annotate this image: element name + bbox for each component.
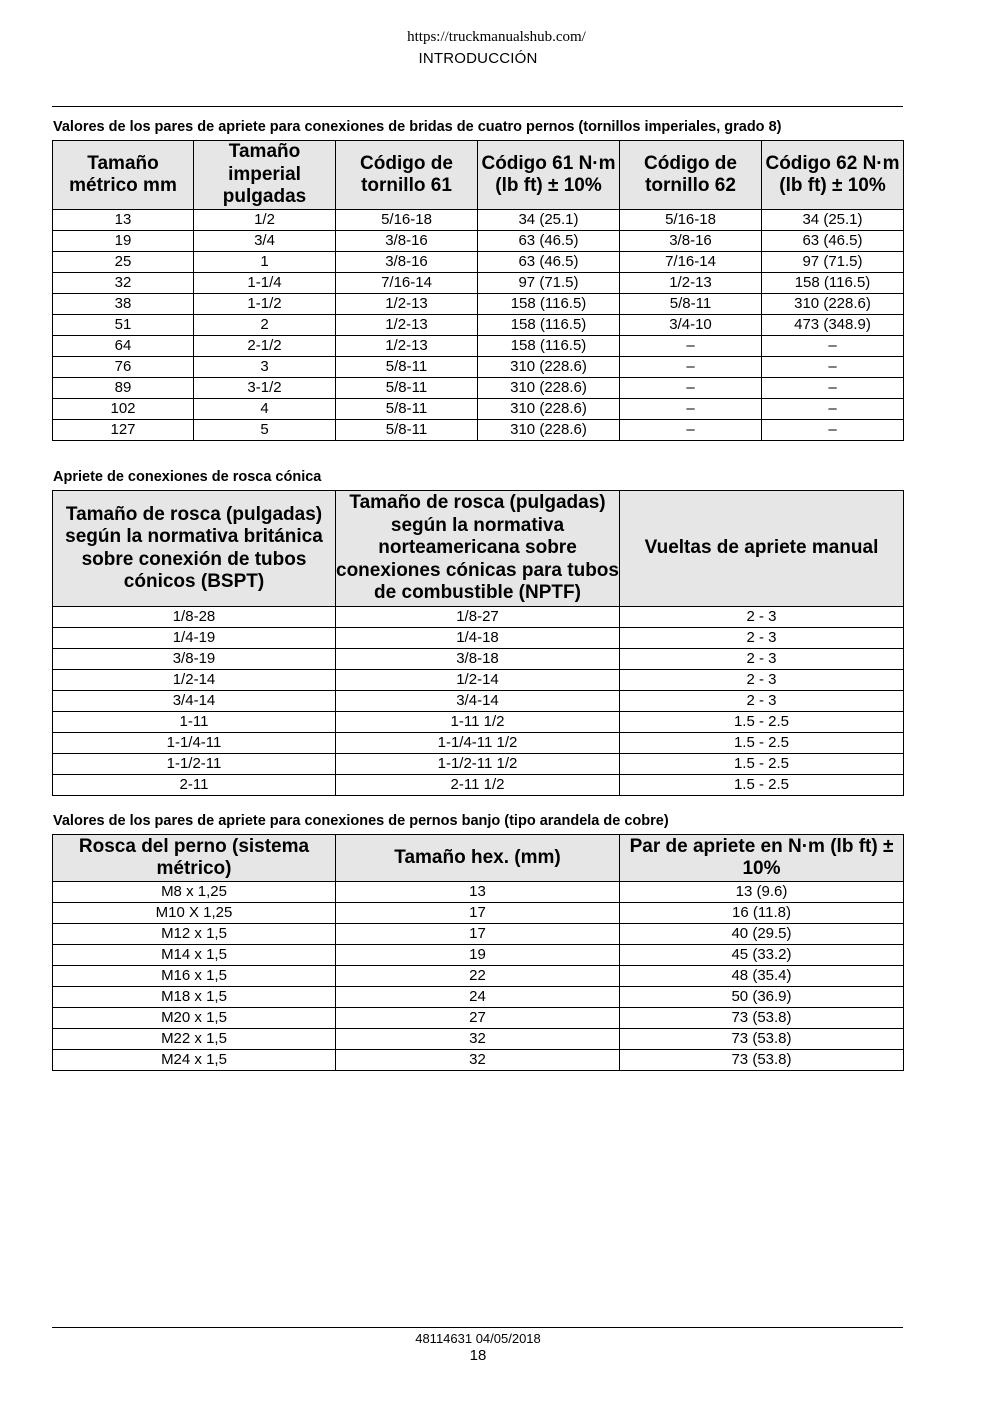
table-row (53, 252, 904, 273)
table-cell: 1/2-13 (336, 315, 478, 336)
table-cell: 1.5 - 2.5 (620, 754, 904, 775)
table-row (53, 273, 904, 294)
table-row (53, 315, 904, 336)
table-cell: 3-1/2 (194, 378, 336, 399)
table-cell: 13 (53, 210, 194, 231)
table-cell: 17 (336, 903, 620, 924)
table-cell: 7/16-14 (336, 273, 478, 294)
table-row (53, 733, 904, 754)
table-cell: 32 (336, 1029, 620, 1050)
document-code: 48114631 04/05/2018 (415, 1331, 541, 1346)
col-header: Rosca del perno (sistema métrico) (53, 835, 336, 882)
footer-rule (52, 1327, 903, 1328)
table-cell: – (762, 420, 904, 441)
table-cell: 1/2-13 (620, 273, 762, 294)
table-cell: 22 (336, 966, 620, 987)
table-cell: 5/8-11 (336, 378, 478, 399)
table-cell: 3/4-10 (620, 315, 762, 336)
table-row (53, 649, 904, 670)
table-cell: 1/8-27 (336, 607, 620, 628)
table-cell: 34 (25.1) (478, 210, 620, 231)
table-row (53, 882, 904, 903)
table-row (53, 712, 904, 733)
table-cell: 25 (53, 252, 194, 273)
table-cell: 2 (194, 315, 336, 336)
table-cell: 5/16-18 (620, 210, 762, 231)
table-cell: 73 (53.8) (620, 1008, 904, 1029)
table-cell: 1-1/2 (194, 294, 336, 315)
table-row (53, 903, 904, 924)
table-cell: 16 (11.8) (620, 903, 904, 924)
table-row (53, 628, 904, 649)
table-cell: 45 (33.2) (620, 945, 904, 966)
table-row (53, 754, 904, 775)
table-cell: 473 (348.9) (762, 315, 904, 336)
table1-caption: Valores de los pares de apriete para conexiones de bridas de cuatro pernos (tornillos imperiales, grado 8) (53, 119, 782, 135)
table-cell: 73 (53.8) (620, 1029, 904, 1050)
table-cell: 38 (53, 294, 194, 315)
table-cell: 3/4-14 (53, 691, 336, 712)
table-cell: 2-1/2 (194, 336, 336, 357)
table-cell: 2 - 3 (620, 628, 904, 649)
col-header: Tamaño métrico mm (53, 141, 194, 210)
col-header: Código de tornillo 62 (620, 141, 762, 210)
table-cell: 310 (228.6) (478, 399, 620, 420)
table-row (53, 945, 904, 966)
table-cell: 1.5 - 2.5 (620, 712, 904, 733)
table-cell: M18 x 1,5 (53, 987, 336, 1008)
table-cell: M22 x 1,5 (53, 1029, 336, 1050)
table-cell: 127 (53, 420, 194, 441)
table-row (53, 399, 904, 420)
table-cell: 1-1/4 (194, 273, 336, 294)
table-row (53, 336, 904, 357)
col-header: Código 61 N·m (lb ft) ± 10% (478, 141, 620, 210)
table-cell: 2-11 1/2 (336, 775, 620, 796)
table-cell: – (762, 378, 904, 399)
table-cell: 48 (35.4) (620, 966, 904, 987)
table-row (53, 775, 904, 796)
table-cell: 40 (29.5) (620, 924, 904, 945)
table-cell: M10 X 1,25 (53, 903, 336, 924)
table-cell: 7/16-14 (620, 252, 762, 273)
table-cell: 3/8-18 (336, 649, 620, 670)
table-cell: 158 (116.5) (478, 294, 620, 315)
table-cell: 34 (25.1) (762, 210, 904, 231)
banjo-bolt-table (52, 834, 904, 1071)
table-cell: 1/4-18 (336, 628, 620, 649)
table3-caption: Valores de los pares de apriete para conexiones de pernos banjo (tipo arandela de cobre) (53, 813, 669, 829)
table-row (53, 691, 904, 712)
table-cell: 1 (194, 252, 336, 273)
col-header: Vueltas de apriete manual (620, 491, 904, 607)
table-cell: 51 (53, 315, 194, 336)
table-cell: 310 (228.6) (478, 357, 620, 378)
table-header-row (53, 491, 904, 607)
table-cell: 3 (194, 357, 336, 378)
source-url: https://truckmanualshub.com/ (407, 29, 586, 45)
table-row (53, 294, 904, 315)
table-row (53, 607, 904, 628)
table-row (53, 924, 904, 945)
table-cell: 1/2 (194, 210, 336, 231)
table-cell: M14 x 1,5 (53, 945, 336, 966)
table-cell: 1.5 - 2.5 (620, 733, 904, 754)
table-row (53, 966, 904, 987)
section-title: INTRODUCCIÓN (418, 50, 538, 67)
col-header: Tamaño hex. (mm) (336, 835, 620, 882)
table-cell: 310 (228.6) (478, 378, 620, 399)
table-cell: 1-1/4-11 1/2 (336, 733, 620, 754)
table-row (53, 987, 904, 1008)
table-cell: 1/2-13 (336, 336, 478, 357)
col-header: Tamaño imperial pulgadas (194, 141, 336, 210)
table-cell: 3/8-19 (53, 649, 336, 670)
table-cell: 2 - 3 (620, 607, 904, 628)
table-cell: 1-11 (53, 712, 336, 733)
table-cell: – (620, 336, 762, 357)
table-cell: 1-1/4-11 (53, 733, 336, 754)
table-cell: 19 (53, 231, 194, 252)
table-cell: 64 (53, 336, 194, 357)
table-row (53, 670, 904, 691)
col-header: Tamaño de rosca (pulgadas) según la normativa norteamericana sobre conexiones cónicas para tubos de combustible (NPTF) (336, 491, 620, 607)
table-cell: 27 (336, 1008, 620, 1029)
table-cell: 2 - 3 (620, 649, 904, 670)
table-cell: M8 x 1,25 (53, 882, 336, 903)
table-cell: 1/2-13 (336, 294, 478, 315)
header-rule (52, 106, 903, 107)
table-cell: 3/4 (194, 231, 336, 252)
table-cell: 2-11 (53, 775, 336, 796)
table-cell: – (620, 399, 762, 420)
table-cell: 50 (36.9) (620, 987, 904, 1008)
table-cell: 97 (71.5) (762, 252, 904, 273)
col-header: Código 62 N·m (lb ft) ± 10% (762, 141, 904, 210)
col-header: Par de apriete en N·m (lb ft) ± 10% (620, 835, 904, 882)
table-cell: 1-1/2-11 1/2 (336, 754, 620, 775)
table-cell: – (762, 357, 904, 378)
taper-thread-table (52, 490, 904, 796)
table-cell: 1-11 1/2 (336, 712, 620, 733)
table-cell: 1-1/2-11 (53, 754, 336, 775)
table-cell: 5/8-11 (336, 420, 478, 441)
table-cell: 63 (46.5) (478, 252, 620, 273)
table-cell: 76 (53, 357, 194, 378)
table-cell: – (620, 420, 762, 441)
table-cell: M16 x 1,5 (53, 966, 336, 987)
table-cell: 5/8-11 (620, 294, 762, 315)
table2-caption: Apriete de conexiones de rosca cónica (53, 469, 322, 485)
table-row (53, 231, 904, 252)
table-cell: 97 (71.5) (478, 273, 620, 294)
table-cell: 1/2-14 (336, 670, 620, 691)
table-cell: – (620, 357, 762, 378)
table-cell: 158 (116.5) (478, 336, 620, 357)
table-cell: 24 (336, 987, 620, 1008)
table-row (53, 1029, 904, 1050)
table-cell: 102 (53, 399, 194, 420)
table-cell: – (762, 399, 904, 420)
table-header-row (53, 141, 904, 210)
table-row (53, 357, 904, 378)
table-cell: 2 - 3 (620, 670, 904, 691)
table-cell: 32 (336, 1050, 620, 1071)
table-row (53, 420, 904, 441)
page-number: 18 (469, 1347, 487, 1364)
table-cell: 5/16-18 (336, 210, 478, 231)
table-cell: – (620, 378, 762, 399)
table-row (53, 378, 904, 399)
table-cell: 17 (336, 924, 620, 945)
table-cell: 1/8-28 (53, 607, 336, 628)
table-cell: 5/8-11 (336, 357, 478, 378)
table-cell: 5 (194, 420, 336, 441)
table-cell: 1/4-19 (53, 628, 336, 649)
table-row (53, 1050, 904, 1071)
table-cell: 3/8-16 (336, 252, 478, 273)
table-cell: M12 x 1,5 (53, 924, 336, 945)
table-cell: M20 x 1,5 (53, 1008, 336, 1029)
table-cell: M24 x 1,5 (53, 1050, 336, 1071)
table-cell: – (762, 336, 904, 357)
table-cell: 4 (194, 399, 336, 420)
table-header-row (53, 835, 904, 882)
table-cell: 63 (46.5) (478, 231, 620, 252)
table-cell: 73 (53.8) (620, 1050, 904, 1071)
table-cell: 1.5 - 2.5 (620, 775, 904, 796)
table-cell: 13 (9.6) (620, 882, 904, 903)
col-header: Código de tornillo 61 (336, 141, 478, 210)
table-cell: 13 (336, 882, 620, 903)
table-cell: 158 (116.5) (762, 273, 904, 294)
col-header: Tamaño de rosca (pulgadas) según la normativa británica sobre conexión de tubos cónicos (BSPT) (53, 491, 336, 607)
table-cell: 2 - 3 (620, 691, 904, 712)
table-cell: 310 (228.6) (762, 294, 904, 315)
table-cell: 3/4-14 (336, 691, 620, 712)
table-cell: 19 (336, 945, 620, 966)
table-cell: 158 (116.5) (478, 315, 620, 336)
table-cell: 3/8-16 (620, 231, 762, 252)
flange-torque-table (52, 140, 904, 441)
table-row (53, 1008, 904, 1029)
table-cell: 3/8-16 (336, 231, 478, 252)
table-cell: 63 (46.5) (762, 231, 904, 252)
table-cell: 5/8-11 (336, 399, 478, 420)
table-cell: 1/2-14 (53, 670, 336, 691)
table-row (53, 210, 904, 231)
table-cell: 89 (53, 378, 194, 399)
table-cell: 32 (53, 273, 194, 294)
table-cell: 310 (228.6) (478, 420, 620, 441)
